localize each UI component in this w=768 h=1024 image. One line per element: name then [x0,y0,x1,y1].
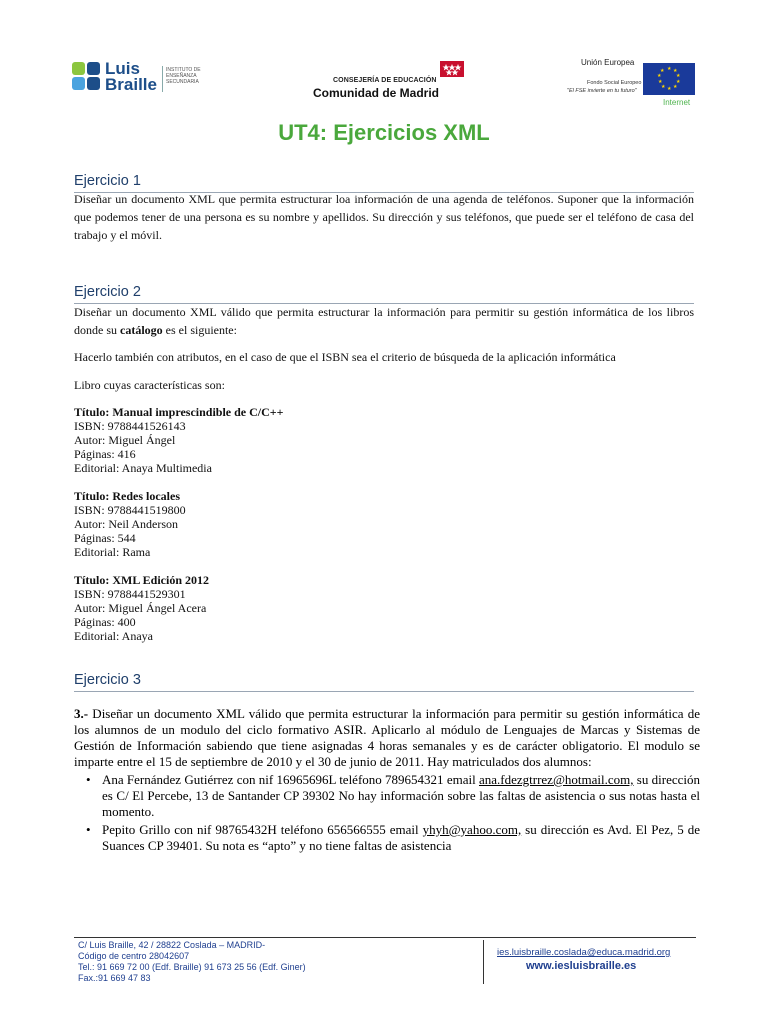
svg-text:★: ★ [657,73,662,79]
eu-title: Unión Europea [581,58,635,67]
svg-text:★: ★ [673,68,678,74]
eu-flag-icon [643,63,695,95]
fse-text: Fondo Social Europeo [587,80,642,86]
logo-name: Luis Braille [105,59,157,94]
logo-subtitle: INSTITUTO DE ENSEÑANZA SECUNDARIA [166,67,201,85]
internet-text: Internet [663,98,691,107]
book-item: Título: XML Edición 2012 ISBN: 9788441529301 Autor: Miguel Ángel Acera Páginas: 400 Editorial: Anaya [74,573,210,643]
ejercicio3-heading: Ejercicio 3 [74,672,141,688]
ejercicio1-text: Diseñar un documento XML que permita estructurar loa información de una agenda de teléfonos. Suponer que la información que podemos tener de una persona es su nombre y apellidos. Su dirección y sus teléfonos, que puede ser el teléfono de casa del trabajo y el móvil. [74,192,694,242]
svg-text:★: ★ [676,73,681,79]
svg-text:★: ★ [676,79,681,85]
footer-address-block: C/ Luis Braille, 42 / 28822 Coslada – MADRID- Código de centro 28042607 Tel.: 91 669 72 00 (Edf. Braille) 91 673 25 56 (Edf. Giner) Fax.:91 669 47 83 [78,940,306,983]
svg-text:★: ★ [660,68,665,74]
ejercicio3-scanned-text: 3.- Diseñar un documento XML válido que permita estructurar la información para permitir su gestión informática de los alumnos de un modulo del ciclo formativo ASIR. Aplicarlo al módulo de Lenguajes de Marcas y Sistemas de Gestión de Información sabiendo que tiene asignadas 4 horas semanales y es de carácter obligatorio. El modulo se imparte entre el 15 de septiembre de 2010 y el 30 de junio de 2011. Hay matriculados dos alumnos: • Ana Fernández Gutiérrez con nif 16965696L teléfono 789654321 email ana.fdezgtrrez@hotmail.com, su dirección es C/ El Percebe, 13 de Santander CP 39302 No hay información sobre las faltas de asistencia o sus notas hasta el momento. • Pepito Grillo con nif 98765432H teléfono 656566555 email yhyh@yahoo.com, su dirección es Avd. El Pez, 5 de Suances CP 39401. Su nota es “apto” y no tiene faltas de asistencia [74,706,701,853]
footer-email-link[interactable]: ies.luisbraille.coslada@educa.madrid.org [497,947,671,958]
email-link[interactable]: yhyh@yahoo.com, [422,822,522,837]
book-item: Título: Manual imprescindible de C/C++ ISBN: 9788441526143 Autor: Miguel Ángel Páginas: 416 Editorial: Anaya Multimedia [74,405,284,475]
footer-website-link[interactable]: www.iesluisbraille.es [526,960,637,972]
madrid-flag-icon [440,61,464,77]
luis-braille-logo [72,59,212,96]
logo-squares-icon [72,62,102,92]
ejercicio1-heading: Ejercicio 1 [74,173,141,189]
svg-text:★: ★ [658,79,663,85]
svg-text:★: ★ [667,86,672,92]
ejercicio2-intro: Diseñar un documento XML válido que permita estructurar la información para permitir su gestión informática de los libros donde su catálogo es el siguiente: [74,305,694,337]
book-item: Título: Redes locales ISBN: 9788441519800 Autor: Neil Anderson Páginas: 544 Editorial: Rama [74,489,186,559]
email-link[interactable]: ana.fdezgtrrez@hotmail.com, [478,772,634,787]
eu-logo-block [555,58,700,110]
comunidad-text: Comunidad de Madrid [313,86,439,100]
ejercicio2-heading: Ejercicio 2 [74,284,141,300]
svg-text:★: ★ [673,84,678,90]
page-title: UT4: Ejercicios XML [278,120,490,145]
svg-text:★: ★ [667,66,672,72]
consejeria-text: CONSEJERÍA DE EDUCACIÓN [333,77,437,84]
ejercicio2-attr-text: Hacerlo también con atributos, en el caso de que el ISBN sea el criterio de búsqueda de la aplicación informática [74,350,616,364]
fse-slogan: "El FSE invierte en tu futuro" [567,88,637,94]
svg-text:★: ★ [661,84,666,90]
list-item: • Pepito Grillo con nif 98765432H teléfono 656566555 email yhyh@yahoo.com, su dirección es Avd. El Pez, 5 de Suances CP 39401. Su nota es “apto” y no tiene faltas de asistencia [86,822,700,853]
comunidad-madrid-logo [313,58,463,100]
list-item: • Ana Fernández Gutiérrez con nif 16965696L teléfono 789654321 email ana.fdezgtrrez@hotmail.com, su dirección es C/ El Percebe, 13 de Santander CP 39302 No hay información sobre las faltas de asistencia o sus notas hasta el momento. [86,772,701,819]
book-list [74,405,283,643]
libros-intro: Libro cuyas características son: [74,378,225,392]
